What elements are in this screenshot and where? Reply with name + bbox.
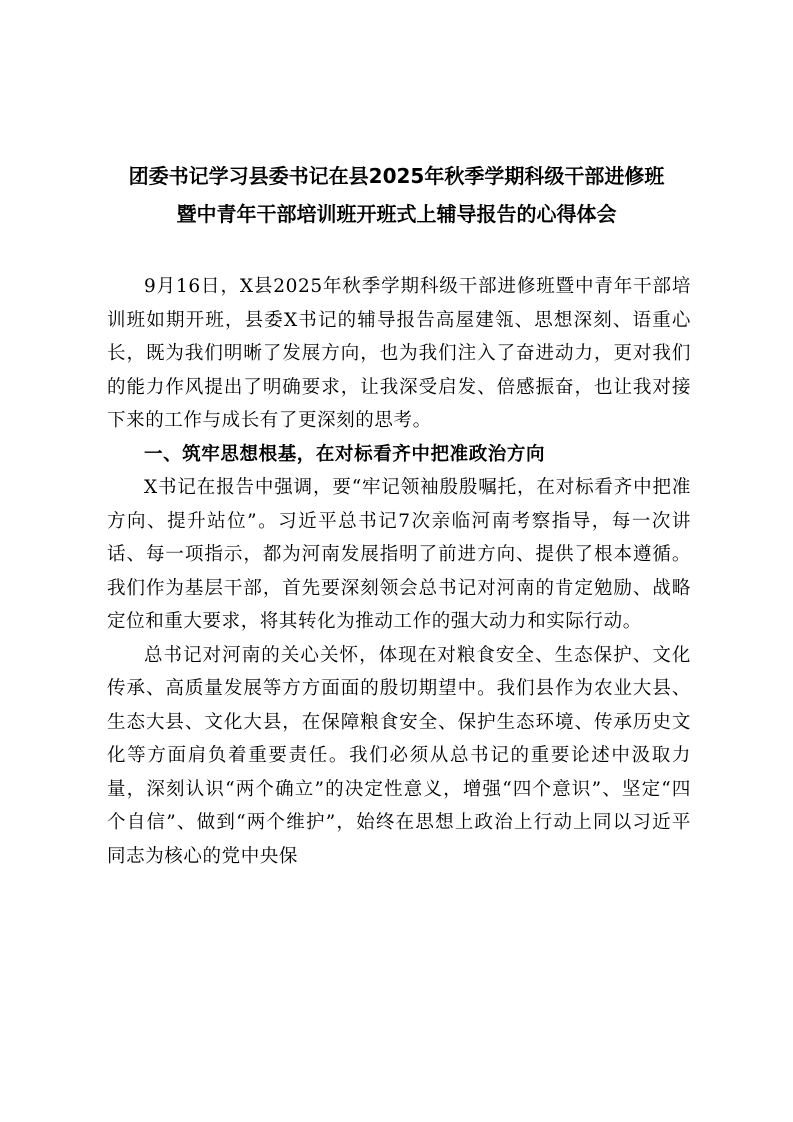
intro-paragraph: 9月16日，X县2025年秋季学期科级干部进修班暨中青年干部培训班如期开班，县委X书记的辅导报告高屋建瓴、思想深刻、语重心长，既为我们明晰了发展方向，也为我们注入了奋进动力，更对我们的能力作风提出了明确要求，让我深受启发、倍感振奋，也让我对接下来的工作与成长有了更深刻的思考。 <box>107 276 691 431</box>
document-title-line-2: 暨中青年干部培训班开班式上辅导报告的心得体会 <box>176 202 617 226</box>
document-title-line-1: 团委书记学习县委书记在县2025年秋季学期科级干部进修班 <box>128 164 665 188</box>
section-heading-1: 一、筑牢思想根基，在对标看齐中把准政治方向 <box>144 443 546 465</box>
body-paragraph-1: X书记在报告中强调，要“牢记领袖殷殷嘱托，在对标看齐中把准方向、提升站位”。习近平总书记7次亲临河南考察指导，每一次讲话、每一项指示，都为河南发展指明了前进方向、提供了根本遵循。我们作为基层干部，首先要深刻领会总书记对河南的肯定勉励、战略定位和重大要求，将其转化为推动工作的强大动力和实际行动。 <box>107 477 691 632</box>
document-body <box>107 270 691 873</box>
body-paragraph-2: 总书记对河南的关心关怀，体现在对粮食安全、生态保护、文化传承、高质量发展等方方面面的殷切期望中。我们县作为农业大县、生态大县、文化大县，在保障粮食安全、保护生态环境、传承历史文化等方面肩负着重要责任。我们必须从总书记的重要论述中汲取力量，深刻认识“两个确立”的决定性意义，增强“四个意识”、坚定“四个自信”、做到“两个维护”，始终在思想上政治上行动上同以习近平同志为核心的党中央保 <box>107 644 691 867</box>
